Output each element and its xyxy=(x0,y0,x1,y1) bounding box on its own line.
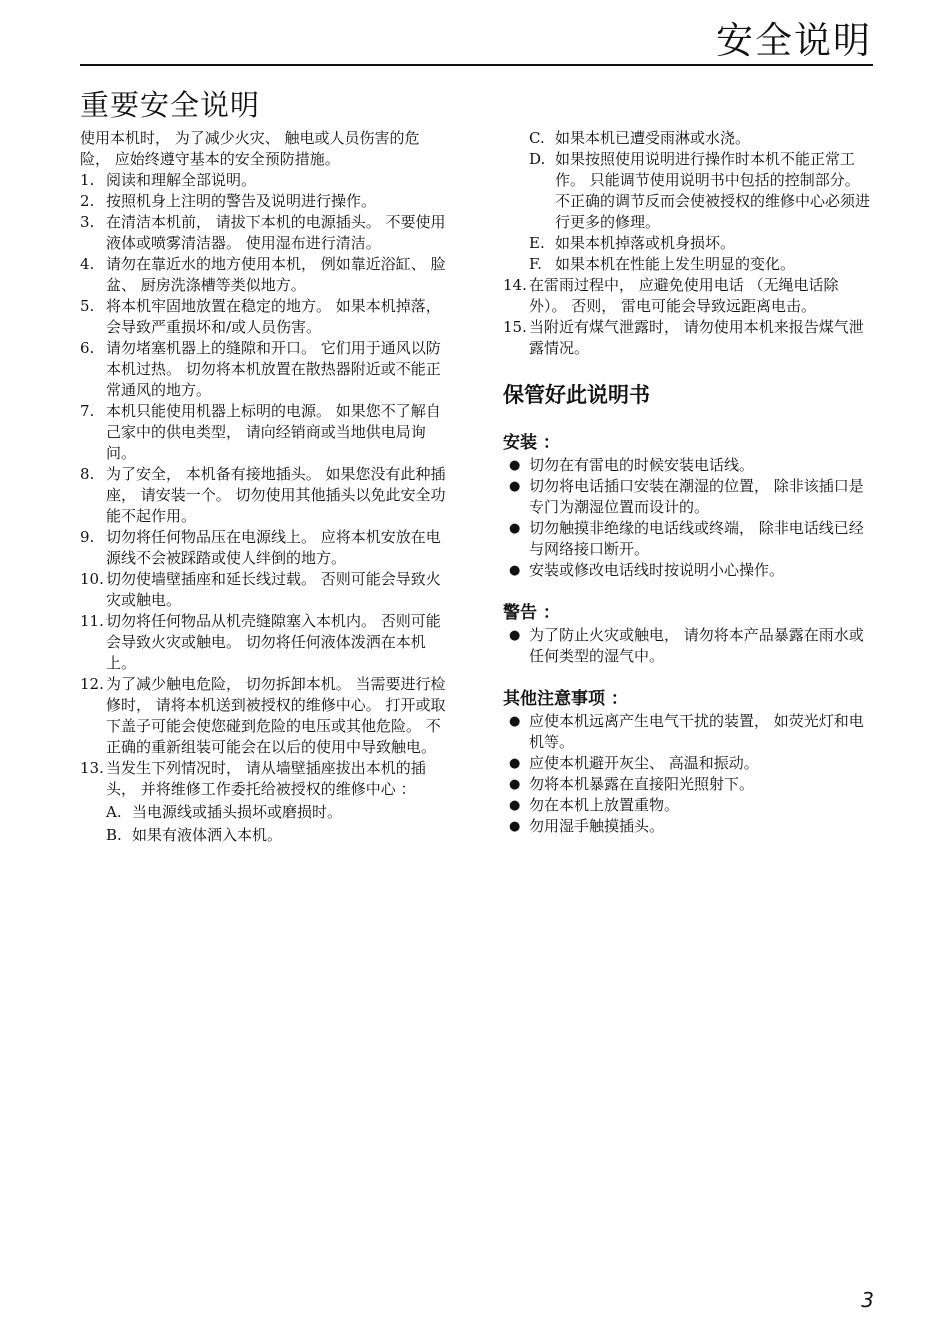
item-text: 请勿堵塞机器上的缝隙和开口。 它们用于通风以防本机过热。 切勿将本机放置在散热器附近或不能正常通风的地方。 xyxy=(106,339,441,399)
item-text: 按照机身上注明的警告及说明进行操作。 xyxy=(106,192,377,210)
item-text: 在清洁本机前， 请拔下本机的电源插头。 不要使用液体或喷雾清洁器。 使用湿布进行清洁。 xyxy=(106,213,446,252)
bullet-item xyxy=(503,518,875,560)
bullet-icon: ● xyxy=(509,798,521,813)
sub-item-letter: D. xyxy=(529,150,546,168)
item-number: 1. xyxy=(80,171,95,189)
list-item xyxy=(80,296,448,338)
item-text: 在雷雨过程中， 应避免使用电话 （无绳电话除外）。 否则， 雷电可能会导致远距离电击。 xyxy=(529,276,839,315)
list-item xyxy=(80,569,448,611)
bullet-item xyxy=(503,455,875,476)
bullet-icon: ● xyxy=(509,756,521,771)
left-column xyxy=(80,128,448,846)
list-item xyxy=(80,401,448,464)
bullet-icon: ● xyxy=(509,628,521,643)
page-number: 3 xyxy=(861,1288,874,1312)
install-list xyxy=(503,455,875,581)
warning-heading: 警告 ： xyxy=(503,603,560,623)
item-text: 当附近有煤气泄露时， 请勿使用本机来报告煤气泄露情况。 xyxy=(529,318,864,357)
item-number: 8. xyxy=(80,465,95,483)
sub-list-item xyxy=(503,254,875,275)
sub-list-item xyxy=(80,802,448,823)
item-number: 7. xyxy=(80,402,95,420)
bullet-item xyxy=(503,816,875,837)
sub-list-item xyxy=(503,233,875,254)
item-text: 切勿使墙壁插座和延长线过载。 否则可能会导致火灾或触电。 xyxy=(106,570,441,609)
bullet-text: 切勿在有雷电的时候安装电话线。 xyxy=(529,456,755,474)
list-item xyxy=(80,338,448,401)
list-item xyxy=(503,317,875,359)
header-title: 安全说明 xyxy=(716,19,872,62)
list-item xyxy=(80,611,448,674)
item-text: 切勿将任何物品压在电源线上。 应将本机安放在电源线不会被踩踏或使人绊倒的地方。 xyxy=(106,528,441,567)
item-text: 阅读和理解全部说明。 xyxy=(106,171,257,189)
list-item xyxy=(80,191,448,212)
bullet-item xyxy=(503,476,875,518)
sub-list xyxy=(80,802,448,846)
sub-list-item xyxy=(503,149,875,233)
bullet-text: 为了防止火灾或触电， 请勿将本产品暴露在雨水或任何类型的湿气中。 xyxy=(529,626,864,665)
bullet-icon: ● xyxy=(509,714,521,729)
list-item xyxy=(80,254,448,296)
item-number: 10. xyxy=(80,570,104,588)
bullet-text: 安装或修改电话线时按说明小心操作。 xyxy=(529,561,785,579)
item-number: 3. xyxy=(80,213,95,231)
bullet-item xyxy=(503,625,875,667)
bullet-icon: ● xyxy=(509,819,521,834)
bullet-item xyxy=(503,753,875,774)
sub-list xyxy=(503,128,875,275)
item-text: 为了安全， 本机备有接地插头。 如果您没有此种插座， 请安装一个。 切勿使用其他插头以免此安全功能不起作用。 xyxy=(106,465,446,525)
section-title: 重要安全说明 xyxy=(80,88,261,122)
bullet-icon: ● xyxy=(509,479,521,494)
sub-item-text: 如果本机掉落或机身损坏。 xyxy=(555,234,736,252)
install-heading: 安装 ： xyxy=(503,433,560,453)
keep-manual-heading: 保管好此说明书 xyxy=(503,383,650,407)
item-text: 为了减少触电危险， 切勿拆卸本机。 当需要进行检修时， 请将本机送到被授权的维修中心。 打开或取下盖子可能会使您碰到危险的电压或其他危险。 不正确的重新组装可能会在以后的使用中导致触电。 xyxy=(106,675,446,756)
item-number: 15. xyxy=(503,318,527,336)
list-item xyxy=(80,527,448,569)
bullet-icon: ● xyxy=(509,521,521,536)
item-text: 本机只能使用机器上标明的电源。 如果您不了解自己家中的供电类型， 请向经销商或当地供电局询问。 xyxy=(106,402,441,462)
item-number: 2. xyxy=(80,192,95,210)
list-item xyxy=(80,212,448,254)
other-notes-list xyxy=(503,711,875,837)
item-number: 11. xyxy=(80,612,104,630)
item-text: 切勿将任何物品从机壳缝隙塞入本机内。 否则可能会导致火灾或触电。 切勿将任何液体泼洒在本机上。 xyxy=(106,612,441,672)
header-divider xyxy=(80,64,873,66)
sub-item-letter: B. xyxy=(106,826,122,844)
bullet-item xyxy=(503,774,875,795)
bullet-text: 勿在本机上放置重物。 xyxy=(529,796,680,814)
bullet-icon: ● xyxy=(509,563,521,578)
sub-item-text: 如果按照使用说明进行操作时本机不能正常工作。 只能调节使用说明书中包括的控制部分。 不正确的调节反而会使被授权的维修中心必须进行更多的修理。 xyxy=(555,150,871,231)
bullet-icon: ● xyxy=(509,458,521,473)
bullet-item xyxy=(503,711,875,753)
safety-list-continued xyxy=(503,275,875,359)
item-number: 4. xyxy=(80,255,95,273)
sub-item-letter: C. xyxy=(529,129,545,147)
bullet-text: 切勿将电话插口安装在潮湿的位置， 除非该插口是专门为潮湿位置而设计的。 xyxy=(529,477,864,516)
sub-item-text: 如果本机在性能上发生明显的变化。 xyxy=(555,255,796,273)
list-item xyxy=(80,674,448,758)
bullet-text: 应使本机远离产生电气干扰的装置， 如荧光灯和电机等。 xyxy=(529,712,864,751)
sub-item-letter: A. xyxy=(106,803,122,821)
bullet-text: 勿用湿手触摸插头。 xyxy=(529,817,665,835)
item-number: 5. xyxy=(80,297,95,315)
sub-item-letter: E. xyxy=(529,234,545,252)
sub-list-item xyxy=(80,825,448,846)
sub-item-text: 如果有液体洒入本机。 xyxy=(132,826,283,844)
other-notes-heading: 其他注意事项 ： xyxy=(503,689,628,709)
intro-text: 使用本机时， 为了减少火灾、 触电或人员伤害的危险， 应始终遵守基本的安全预防措施。 xyxy=(80,129,420,168)
bullet-text: 应使本机避开灰尘、 高温和振动。 xyxy=(529,754,759,772)
bullet-icon: ● xyxy=(509,777,521,792)
bullet-item xyxy=(503,560,875,581)
item-text: 将本机牢固地放置在稳定的地方。 如果本机掉落， 会导致严重损坏和/或人员伤害。 xyxy=(106,297,441,336)
item-number: 12. xyxy=(80,675,104,693)
sub-item-letter: F. xyxy=(529,255,542,273)
sub-list-item xyxy=(503,128,875,149)
right-column xyxy=(503,128,875,837)
bullet-item xyxy=(503,795,875,816)
bullet-text: 勿将本机暴露在直接阳光照射下。 xyxy=(529,775,755,793)
item-number: 6. xyxy=(80,339,95,357)
item-text: 当发生下列情况时， 请从墙壁插座拔出本机的插头， 并将维修工作委托给被授权的维修中心 ： xyxy=(106,759,426,798)
sub-item-text: 如果本机已遭受雨淋或水浇。 xyxy=(555,129,751,147)
item-text: 请勿在靠近水的地方使用本机， 例如靠近浴缸、 脸盆、 厨房洗涤槽等类似地方。 xyxy=(106,255,446,294)
list-item xyxy=(80,464,448,527)
list-item xyxy=(80,170,448,191)
item-number: 9. xyxy=(80,528,95,546)
sub-item-text: 当电源线或插头损坏或磨损时。 xyxy=(132,803,343,821)
safety-list xyxy=(80,170,448,800)
item-number: 13. xyxy=(80,759,104,777)
bullet-text: 切勿触摸非绝缘的电话线或终端， 除非电话线已经与网络接口断开。 xyxy=(529,519,864,558)
warning-list xyxy=(503,625,875,667)
list-item xyxy=(503,275,875,317)
item-number: 14. xyxy=(503,276,527,294)
list-item xyxy=(80,758,448,800)
